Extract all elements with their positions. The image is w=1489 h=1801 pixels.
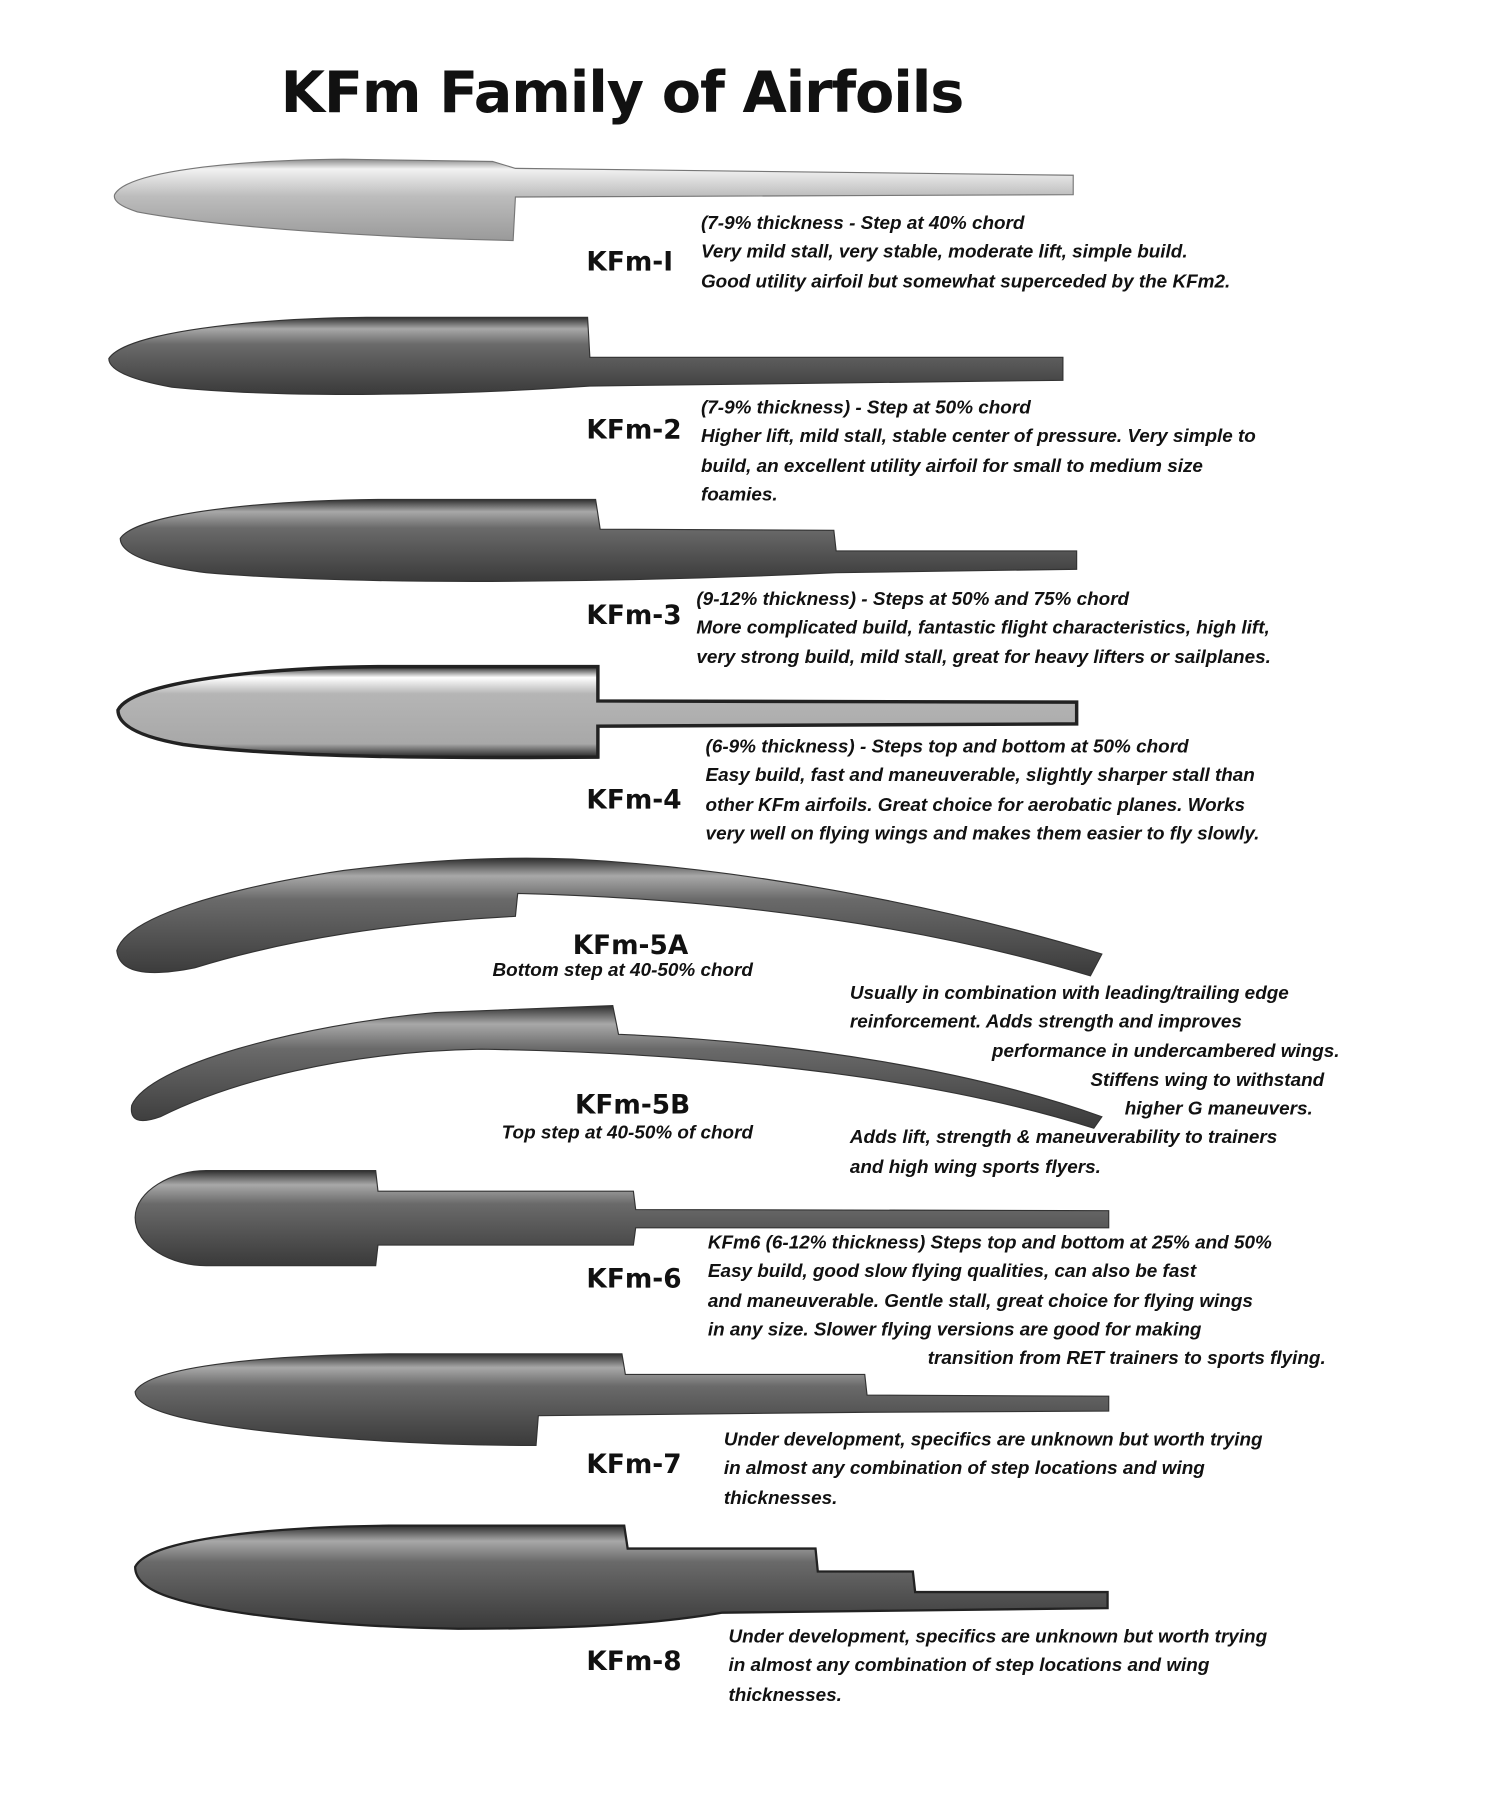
label-kfm3: KFm-3 bbox=[586, 601, 682, 632]
desc-line: Very mild stall, very stable, moderate lift, simple build. bbox=[700, 242, 1188, 263]
desc-line: transition from RET trainers to sports flying. bbox=[927, 1348, 1326, 1369]
desc-kfm4 bbox=[706, 733, 1260, 849]
desc-line: Good utility airfoil but somewhat superceded by the KFm2. bbox=[700, 270, 1231, 292]
desc-line: reinforcement. Adds strength and improves bbox=[849, 1011, 1242, 1033]
desc-kfm5 bbox=[850, 979, 1340, 1182]
desc-line: Usually in combination with leading/trailing edge bbox=[849, 982, 1289, 1004]
desc-line: Under development, specifics are unknown but worth trying bbox=[728, 1626, 1268, 1648]
desc-line: performance in undercambered wings. bbox=[991, 1040, 1340, 1062]
desc-line: Higher lift, mild stall, stable center of pressure. Very simple to bbox=[700, 426, 1256, 448]
desc-kfm1 bbox=[701, 210, 1230, 297]
desc-line: in almost any combination of step locations and wing bbox=[728, 1655, 1210, 1677]
desc-line: (7-9% thickness) - Step at 50% chord bbox=[700, 397, 1031, 419]
desc-line: Under development, specifics are unknown but worth trying bbox=[723, 1429, 1263, 1451]
label-kfm2: KFm-2 bbox=[586, 415, 682, 446]
desc-line: (6-9% thickness) - Steps top and bottom at 50% chord bbox=[705, 736, 1189, 758]
subtitle-kfm5a: Bottom step at 40-50% chord bbox=[492, 959, 753, 981]
desc-line: KFm6 (6-12% thickness) Steps top and bottom at 25% and 50% bbox=[707, 1232, 1272, 1254]
desc-line: other KFm airfoils. Great choice for aerobatic planes. Works bbox=[705, 794, 1246, 816]
desc-kfm8 bbox=[728, 1623, 1267, 1710]
desc-line: very strong build, mild stall, great for heavy lifters or sailplanes. bbox=[696, 646, 1271, 668]
airfoil-kfm2 bbox=[109, 317, 1063, 394]
page-title: KFm Family of Airfoils bbox=[280, 59, 964, 126]
desc-kfm3 bbox=[696, 585, 1270, 672]
label-kfm5a: KFm-5A bbox=[572, 931, 689, 961]
desc-line: thicknesses. bbox=[723, 1487, 838, 1509]
desc-kfm6 bbox=[708, 1229, 1326, 1374]
label-kfm7: KFm-7 bbox=[586, 1450, 682, 1480]
desc-kfm7 bbox=[724, 1426, 1263, 1513]
desc-line: Easy build, fast and maneuverable, slightly sharper stall than bbox=[705, 765, 1255, 787]
desc-line: Stiffens wing to withstand bbox=[1090, 1069, 1325, 1091]
desc-line: higher G maneuvers. bbox=[1124, 1098, 1313, 1120]
label-kfm5b: KFm-5B bbox=[574, 1090, 691, 1121]
label-kfm8: KFm-8 bbox=[586, 1647, 682, 1677]
desc-line: foamies. bbox=[700, 484, 778, 505]
desc-line: (9-12% thickness) - Steps at 50% and 75% chord bbox=[696, 588, 1130, 610]
desc-line: in any size. Slower flying versions are good for making bbox=[707, 1319, 1202, 1340]
desc-line: Easy build, good slow flying qualities, can also be fast bbox=[707, 1261, 1197, 1283]
desc-line: and high wing sports flyers. bbox=[849, 1156, 1101, 1178]
label-kfm4: KFm-4 bbox=[586, 785, 682, 816]
desc-line: very well on flying wings and makes them easier to fly slowly. bbox=[705, 823, 1260, 845]
desc-line: and maneuverable. Gentle stall, great choice for flying wings bbox=[707, 1290, 1253, 1311]
desc-line: (7-9% thickness - Step at 40% chord bbox=[700, 213, 1025, 234]
desc-line: Adds lift, strength & maneuverability to trainers bbox=[849, 1127, 1278, 1149]
label-kfm6: KFm-6 bbox=[586, 1264, 682, 1295]
desc-line: in almost any combination of step locations and wing bbox=[723, 1458, 1205, 1480]
desc-line: More complicated build, fantastic flight characteristics, high lift, bbox=[696, 617, 1270, 639]
desc-line: build, an excellent utility airfoil for small to medium size bbox=[700, 455, 1203, 477]
desc-line: thicknesses. bbox=[728, 1684, 842, 1706]
label-kfm1: KFm-I bbox=[586, 247, 674, 278]
airfoil-kfm3 bbox=[120, 499, 1076, 581]
desc-kfm2 bbox=[701, 394, 1256, 510]
airfoil-kfm8 bbox=[135, 1526, 1107, 1629]
subtitle-kfm5b: Top step at 40-50% of chord bbox=[501, 1122, 754, 1144]
